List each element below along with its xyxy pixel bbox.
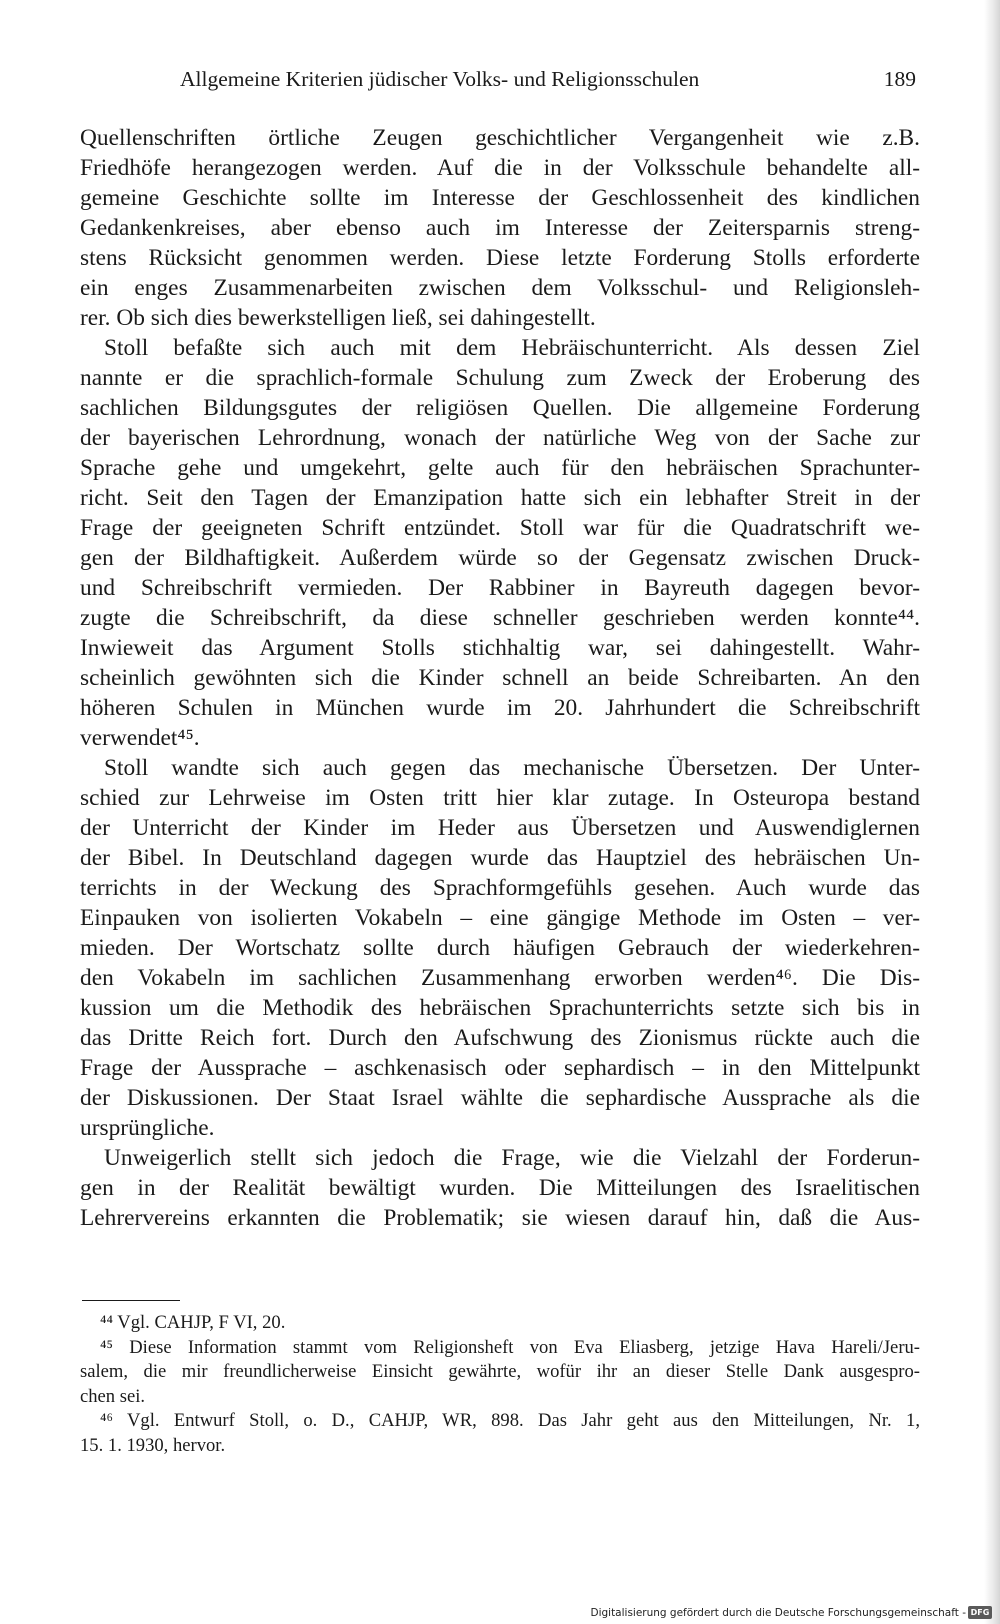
text-line: Unweigerlich stellt sich jedoch die Frage, wie die Vielzahl der Forderun- [104, 1145, 920, 1171]
text-line: Friedhöfe herangezogen werden. Auf die in der Volksschule behandelte all- [80, 155, 920, 181]
text-line: gen in der Realität bewältigt wurden. Die Mitteilungen des Israelitischen [80, 1175, 920, 1201]
text-line: der Unterricht der Kinder im Heder aus Übersetzen und Auswendiglernen [80, 815, 920, 841]
text-line: Sprache gehe und umgekehrt, gelte auch für den hebräischen Sprachunter- [80, 455, 920, 481]
text-line: Inwieweit das Argument Stolls stichhaltig war, sei dahingestellt. Wahr- [80, 635, 920, 661]
text-line: kussion um die Methodik des hebräischen Sprachunterrichts setzte sich bis in [80, 995, 920, 1021]
text-line: Frage der geeigneten Schrift entzündet. Stoll war für die Quadratschrift we- [80, 515, 920, 541]
text-line: schied zur Lehrweise im Osten tritt hier klar zutage. In Osteuropa bestand [80, 785, 920, 811]
footnote-divider [82, 1300, 180, 1301]
text-line: der Bibel. In Deutschland dagegen wurde das Hauptziel des hebräischen Un- [80, 845, 920, 871]
digitization-credit: Digitalisierung gefördert durch die Deutsche Forschungsgemeinschaft - [590, 1607, 966, 1619]
page-edge-shadow [984, 0, 1000, 1624]
text-line: gen der Bildhaftigkeit. Außerdem würde so der Gegensatz zwischen Druck- [80, 545, 920, 571]
text-line: der bayerischen Lehrordnung, wonach der natürliche Weg von der Sache zur [80, 425, 920, 451]
text-line: Quellenschriften örtliche Zeugen geschichtlicher Vergangenheit wie z.B. [80, 125, 920, 151]
text-line: und Schreibschrift vermieden. Der Rabbiner in Bayreuth dagegen bevor- [80, 575, 920, 601]
text-line: Lehrervereins erkannten die Problematik; sie wiesen darauf hin, daß die Aus- [80, 1205, 920, 1231]
text-line: richt. Seit den Tagen der Emanzipation hatte sich ein lebhafter Streit in der [80, 485, 920, 511]
text-line: rer. Ob sich dies bewerkstelligen ließ, sei dahingestellt. [80, 305, 596, 331]
text-line: das Dritte Reich fort. Durch den Aufschwung des Zionismus rückte auch die [80, 1025, 920, 1051]
text-line: scheinlich gewöhnten sich die Kinder schnell an beide Schreibarten. An den [80, 665, 920, 691]
running-head-title: Allgemeine Kriterien jüdischer Volks- und Religionsschulen [180, 67, 700, 91]
text-line: ein enges Zusammenarbeiten zwischen dem Volksschul- und Religionsleh- [80, 275, 920, 301]
page-number: 189 [883, 67, 916, 91]
text-line: Einpauken von isolierten Vokabeln – eine gängige Methode im Osten – ver- [80, 905, 920, 931]
text-line: Stoll befaßte sich auch mit dem Hebräischunterricht. Als dessen Ziel [104, 335, 920, 361]
body-text [80, 123, 920, 1233]
text-line: der Diskussionen. Der Staat Israel wählte die sephardische Aussprache als die [80, 1085, 920, 1111]
footnote-line: ⁴⁵ Diese Information stammt vom Religionsheft von Eva Eliasberg, jetzige Hava Hareli/Jeru- [100, 1336, 920, 1358]
running-head [80, 62, 920, 96]
text-line: Frage der Aussprache – aschkenasisch oder sephardisch – in den Mittelpunkt [80, 1055, 920, 1081]
text-line: stens Rücksicht genommen werden. Diese letzte Forderung Stolls erforderte [80, 245, 920, 271]
text-line: terrichts in der Weckung des Sprachformgefühls gesehen. Auch wurde das [80, 875, 920, 901]
text-line: sachlichen Bildungsgutes der religiösen Quellen. Die allgemeine Forderung [80, 395, 920, 421]
text-line: gemeine Geschichte sollte im Interesse der Geschlossenheit des kindlichen [80, 185, 920, 211]
text-line: höheren Schulen in München wurde im 20. Jahrhundert die Schreibschrift [80, 695, 920, 721]
footnote-line: salem, die mir freundlicherweise Einsicht gewährte, wofür ihr an dieser Stelle Dank ausgespro- [80, 1361, 920, 1382]
text-line: den Vokabeln im sachlichen Zusammenhang erworben werden⁴⁶. Die Dis- [80, 965, 920, 991]
text-line: nannte er die sprachlich-formale Schulung zum Zweck der Eroberung des [80, 365, 920, 391]
footnote-line: ⁴⁶ Vgl. Entwurf Stoll, o. D., CAHJP, WR, 898. Das Jahr geht aus den Mitteilungen, Nr. 1, [100, 1410, 920, 1431]
text-line: Gedankenkreises, aber ebenso auch im Interesse der Zeitersparnis streng- [80, 215, 920, 241]
dfg-logo: DFG [968, 1606, 992, 1619]
footnotes [80, 1311, 920, 1458]
text-line: Stoll wandte sich auch gegen das mechanische Übersetzen. Der Unter- [104, 755, 920, 781]
footnote-line: ⁴⁴ Vgl. CAHJP, F VI, 20. [100, 1312, 286, 1333]
footnote-line: 15. 1. 1930, hervor. [80, 1434, 226, 1456]
text-line: ursprüngliche. [80, 1115, 215, 1141]
footnote-line: chen sei. [80, 1385, 146, 1407]
text-line: zugte die Schreibschrift, da diese schneller geschrieben werden konnte⁴⁴. [80, 605, 920, 631]
text-line: mieden. Der Wortschatz sollte durch häufigen Gebrauch der wiederkehren- [80, 935, 920, 961]
text-line: verwendet⁴⁵. [80, 725, 200, 751]
